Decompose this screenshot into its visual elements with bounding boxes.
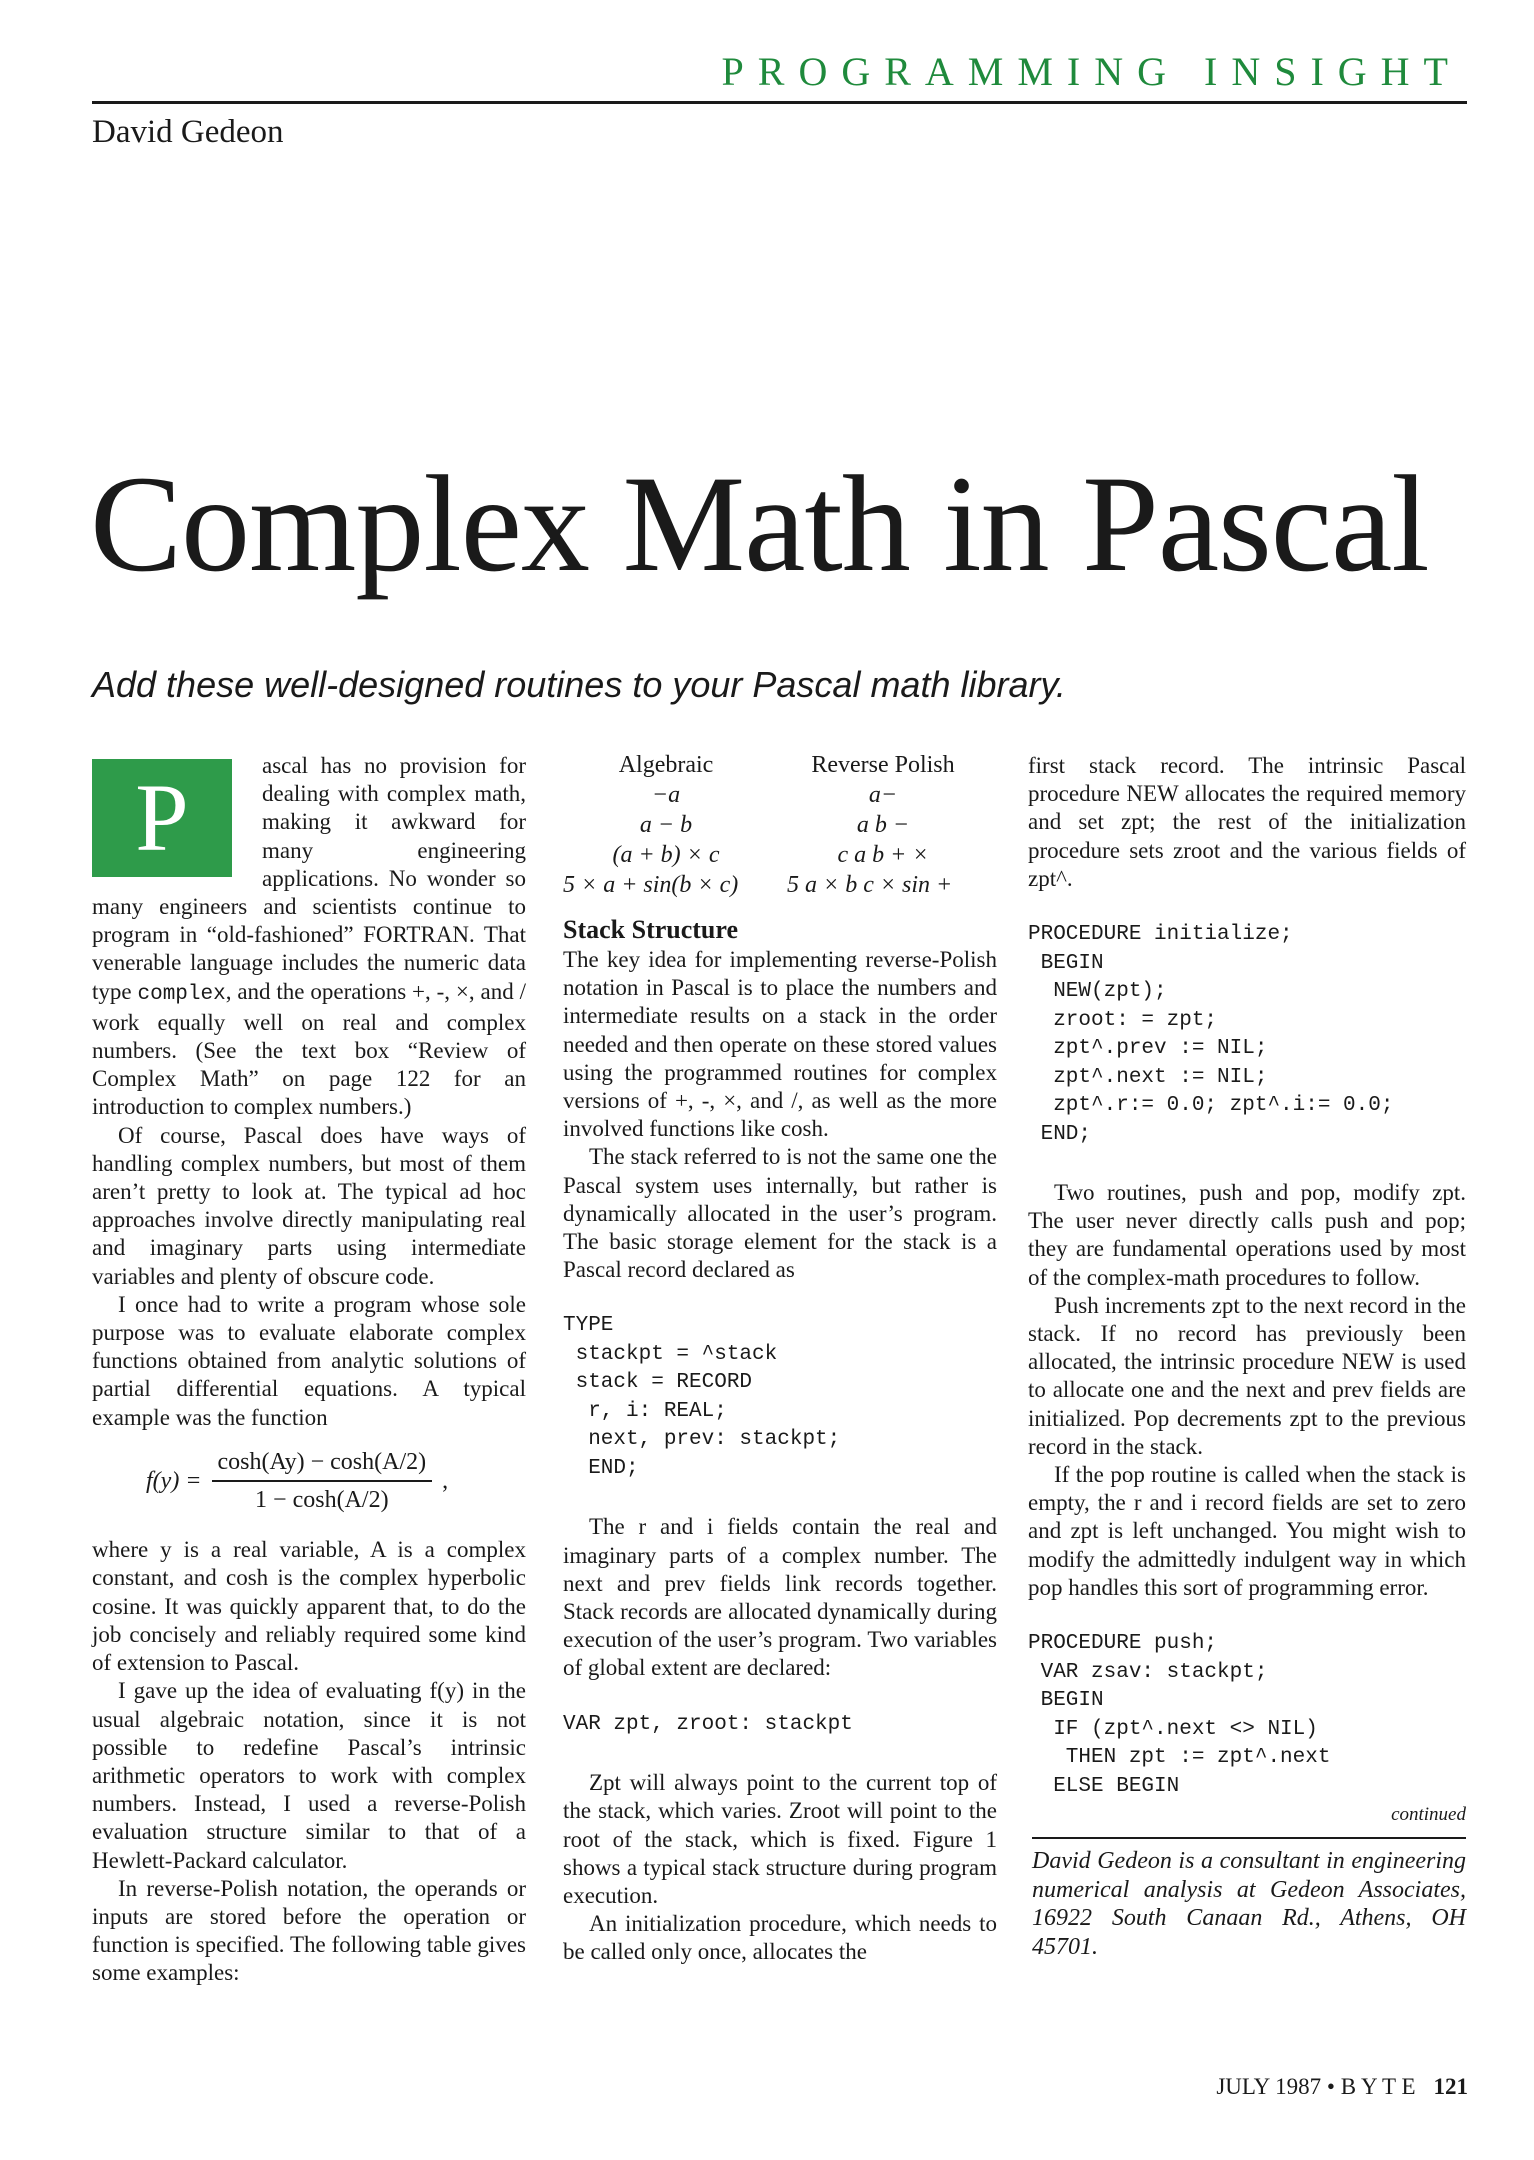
paragraph: Zpt will always point to the current top of the stack, which varies. Zroot will point to the root of the stack, which is fixed. Figure 1 shows a typical stack structure during program execution. — [563, 1770, 997, 1908]
intro-paragraph — [92, 752, 526, 1122]
code-listing-push: PROCEDURE push; VAR zsav: stackpt; BEGIN IF (zpt^.next <> NIL) THEN zpt := zpt^.next ELSE BEGIN — [1028, 1632, 1331, 1798]
paragraph: If the pop routine is called when the stack is empty, the r and i record fields are set to zero and zpt is left unchanged. You might wish to modify the admittedly indulgent way in which pop handles this sort of programming error. — [1028, 1462, 1466, 1600]
table-cell: 5 × a + sin(b × c) — [563, 872, 739, 898]
table-cell: 5 a × b c × sin + — [787, 872, 953, 898]
table-header-row — [563, 750, 997, 780]
formula-numerator: cosh(Ay) − cosh(A/2) — [212, 1448, 433, 1482]
page-footer — [1216, 2074, 1468, 2100]
paragraph: The key idea for implementing reverse-Polish notation in Pascal is to place the numbers and intermediate results on a stack in the order needed and then operate on these stored values using the programmed routines for complex versions of +, -, ×, and /, as well as the more involved functions like cosh. — [563, 947, 997, 1142]
table-row — [563, 780, 997, 810]
paragraph: An initialization procedure, which needs to be called only once, allocates the — [563, 1911, 997, 1965]
table-row — [563, 870, 997, 900]
article-subtitle: Add these well-designed routines to your Pascal math library. — [92, 664, 1066, 705]
formula-trail: , — [442, 1467, 449, 1494]
complex-keyword: complex — [137, 982, 226, 1006]
column-1 — [92, 752, 526, 1988]
paragraph: In reverse-Polish notation, the operands or inputs are stored before the operation or function is specified. The following table gives some examples: — [92, 1875, 526, 1986]
code-listing-initialize: PROCEDURE initialize; BEGIN NEW(zpt); zroot: = zpt; zpt^.prev := NIL; zpt^.next := NIL; zpt^.r:= 0.0; zpt^.i:= 0.0; END; — [1028, 923, 1394, 1146]
table-cell: a b − — [856, 812, 910, 838]
paragraph: I gave up the idea of evaluating f(y) in the usual algebraic notation, since it is not possible to redefine Pascal’s intrinsic arithmetic operators to work with complex numbers. Instead, I used a reverse-Polish evaluation structure similar to that of a Hewlett-Packard calculator. — [92, 1678, 526, 1873]
table-header: Reverse Polish — [811, 752, 955, 778]
table-row — [563, 810, 997, 840]
table-cell: −a — [651, 782, 681, 808]
table-cell: a− — [868, 782, 898, 808]
drop-cap: P — [92, 759, 232, 877]
paragraph: The r and i fields contain the real and imaginary parts of a complex number. The next and prev fields link records together. Stack records are allocated dynamically during execution of the user’s program. Two variables of global extent are declared: — [563, 1514, 997, 1681]
table-row — [563, 840, 997, 870]
intro-text-continued: , and the operations +, -, ×, and / work equally well on real and complex numbers. (See the text box “Review of Complex Math” on page 122 for an introduction to complex numbers.) — [92, 978, 526, 1120]
column-3 — [1028, 752, 1466, 1961]
paragraph: Of course, Pascal does have ways of handling complex numbers, but most of them aren’t pretty to look at. The typical ad hoc approaches involve directly manipulating real and imaginary parts using intermediate variables and plenty of obscure code. — [92, 1122, 526, 1289]
continued-label: continued — [1391, 1804, 1466, 1826]
issue-label: JULY 1987 • B Y T E — [1216, 2074, 1416, 2099]
header-rule — [92, 101, 1467, 104]
code-listing-type: TYPE stackpt = ^stack stack = RECORD r, i: REAL; next, prev: stackpt; END; — [563, 1314, 841, 1480]
paragraph: Push increments zpt to the next record in the stack. If no record has previously been allocated, the intrinsic procedure NEW is used to allocate one and the next and prev fields are initialized. Pop decrements zpt to the previous record in the stack. — [1028, 1292, 1466, 1459]
formula-denominator: 1 − cosh(A/2) — [255, 1487, 389, 1514]
section-label: PROGRAMMING INSIGHT — [721, 49, 1462, 94]
code-listing-var: VAR zpt, zroot: stackpt — [563, 1712, 853, 1736]
intro-text: ascal has no provision for dealing with complex math, making it awkward for many engineering applications. No wonder so many engineers and scientists continue to program in “old-fashioned” FORTRAN. That venerable language includes the numeric data type — [92, 753, 526, 1004]
table-cell: (a + b) × c — [612, 842, 720, 868]
paragraph: I once had to write a program whose sole purpose was to evaluate elaborate complex functions obtained from analytic solutions of partial differential equations. A typical example was the function — [92, 1291, 526, 1430]
formula-lhs: f(y) = — [146, 1467, 202, 1494]
notation-table — [563, 750, 997, 900]
page-number: 121 — [1433, 2074, 1468, 2099]
table-cell: c a b + × — [837, 842, 929, 868]
article-title: Complex Math in Pascal — [90, 447, 1429, 600]
formula-fraction — [212, 1448, 433, 1514]
author-name: David Gedeon — [92, 114, 284, 150]
bio-rule — [1032, 1837, 1466, 1839]
table-header: Algebraic — [618, 752, 714, 778]
paragraph: first stack record. The intrinsic Pascal procedure NEW allocates the required memory and set zpt; the rest of the initialization procedure sets zroot and the various fields of zpt^. — [1028, 753, 1466, 891]
paragraph: Two routines, push and pop, modify zpt. The user never directly calls push and pop; they are fundamental operations used by most of the complex-math procedures to follow. — [1028, 1180, 1466, 1290]
author-bio: David Gedeon is a consultant in engineering numerical analysis at Gedeon Associates, 16922 South Canaan Rd., Athens, OH 45701. — [1032, 1848, 1466, 1960]
paragraph: where y is a real variable, A is a complex constant, and cosh is the complex hyperbolic cosine. It was quickly apparent that, to do the job concisely and reliably required some kind of extension to Pascal. — [92, 1537, 526, 1676]
column-2 — [563, 752, 997, 1967]
table-cell: a − b — [639, 812, 693, 838]
formula — [146, 1448, 526, 1514]
paragraph: The stack referred to is not the same one the Pascal system uses internally, but rather is dynamically allocated in the user’s program. The basic storage element for the stack is a Pascal record declared as — [563, 1144, 997, 1283]
section-heading: Stack Structure — [563, 915, 739, 944]
